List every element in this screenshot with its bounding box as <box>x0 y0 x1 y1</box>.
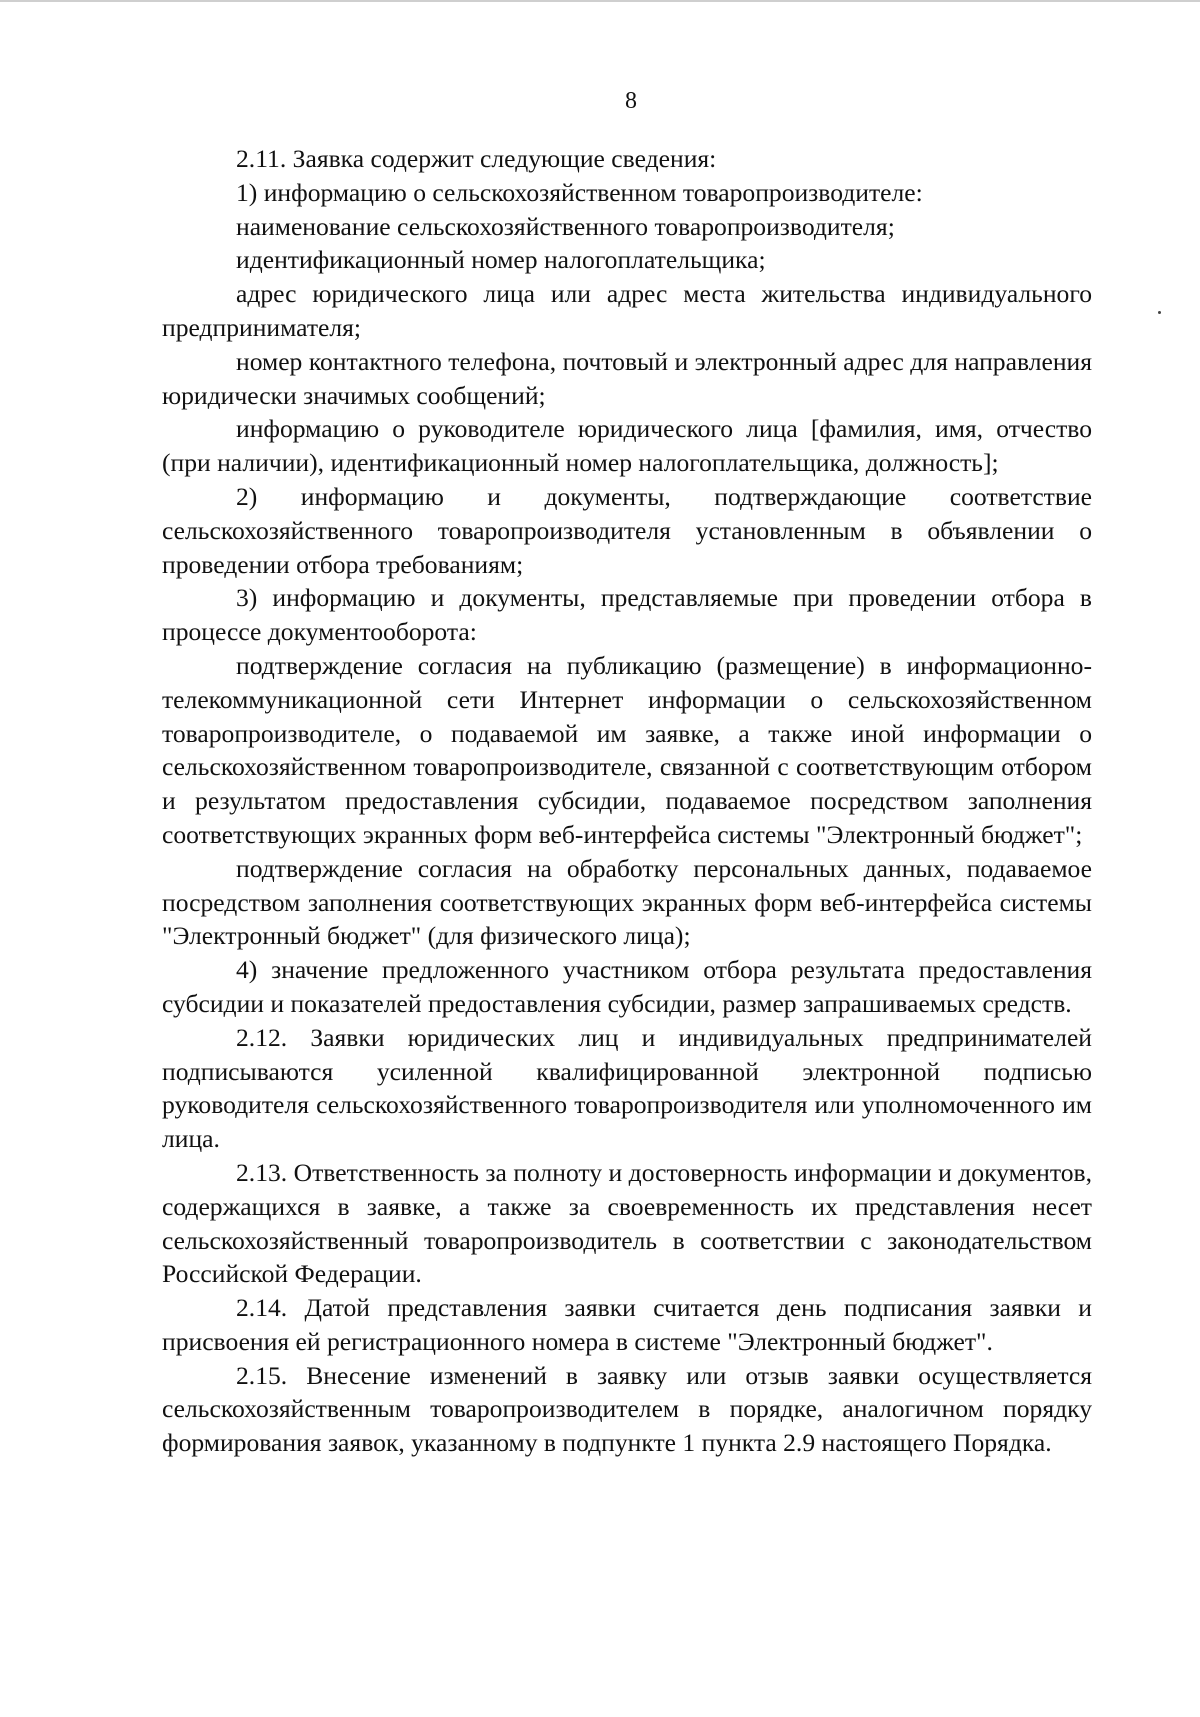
paragraph-name: наименование сельскохозяйственного товаропроизводителя; <box>236 211 895 241</box>
paragraph-item-3: 3) информацию и документы, представляемые при проведении отбора в процессе документооборота: <box>162 583 1092 647</box>
paragraph-2-14: 2.14. Датой представления заявки считается день подписания заявки и присвоения ей регистрационного номера в системе "Электронный бюджет". <box>162 1293 1092 1356</box>
paragraph-item-4: 4) значение предложенного участником отбора результата предоставления субсидии и показателей предоставления субсидии, размер запрашиваемых средств. <box>162 955 1092 1018</box>
scan-top-edge <box>0 0 1200 2</box>
page-number: 8 <box>625 88 637 114</box>
paragraph-address: адрес юридического лица или адрес места жительства индивидуального предпринимателя; <box>162 279 1092 342</box>
paragraph-personal-data-consent: подтверждение согласия на обработку персональных данных, подаваемое посредством заполнения соответствующих экранных форм веб-интерфейса системы "Электронный бюджет" (для физического лица); <box>162 853 1092 951</box>
paragraph-item-1: 1) информацию о сельскохозяйственном товаропроизводителе: <box>236 177 923 207</box>
scan-speck <box>1158 311 1161 314</box>
paragraph-2-13: 2.13. Ответственность за полноту и достоверность информации и документов, содержащихся в заявке, а также за своевременность их представления несет сельскохозяйственный товаропроизводитель в соответствии с законодательством Российской Федерации. <box>162 1157 1092 1289</box>
paragraph-2-15: 2.15. Внесение изменений в заявку или отзыв заявки осуществляется сельскохозяйственным товаропроизводителем в порядке, аналогичном порядку формирования заявок, указанному в подпункте 1 пункта 2.9 настоящего Порядка. <box>162 1360 1092 1458</box>
paragraph-2-12: 2.12. Заявки юридических лиц и индивидуальных предпринимателей подписываются усиленной квалифицированной электронной подписью руководителя сельскохозяйственного товаропроизводителя или уполномоченного им лица. <box>162 1022 1092 1154</box>
paragraph-publication-consent: подтверждение согласия на публикацию (размещение) в информационно-телекоммуникационной сети Интернет информации о сельскохозяйственном товаропроизводителе, о подаваемой им заявке, а также иной информации о сельскохозяйственном товаропроизводителе, связанной с соответствующим отбором и результатом предоставления субсидии, подаваемое посредством заполнения соответствующих экранных форм веб-интерфейса системы "Электронный бюджет"; <box>162 650 1092 849</box>
paragraph-head-info: информацию о руководителе юридического лица [фамилия, имя, отчество (при наличии), идентификационный номер налогоплательщика, должность]; <box>162 414 1092 478</box>
paragraph-inn: идентификационный номер налогоплательщика; <box>236 245 766 275</box>
document-body <box>162 142 1092 1460</box>
paragraph-contacts: номер контактного телефона, почтовый и электронный адрес для направления юридически значимых сообщений; <box>162 346 1092 410</box>
paragraph-item-2: 2) информацию и документы, подтверждающие соответствие сельскохозяйственного товаропроизводителя установленным в объявлении о проведении отбора требованиям; <box>162 481 1092 579</box>
paragraph-2-11: 2.11. Заявка содержит следующие сведения: <box>236 144 717 173</box>
